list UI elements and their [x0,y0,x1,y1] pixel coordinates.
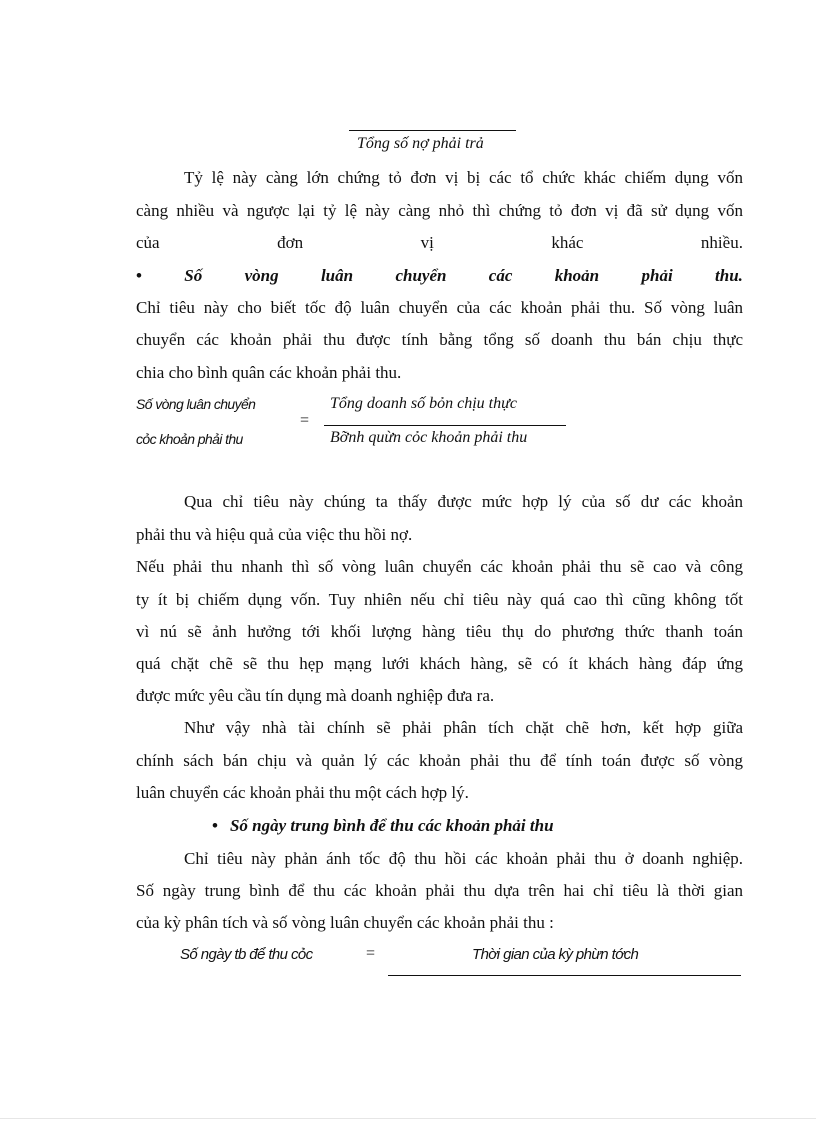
word: của [136,233,160,252]
para3-line2: phải thu và hiệu quả của việc thu hồi nợ. [136,525,413,544]
formula1-fraction-line [324,425,566,426]
formula1-lhs-line1: Số vòng luân chuyển [136,396,256,412]
para4-line5: được mức yêu cầu tín dụng mà doanh nghiệp đưa ra. [136,686,495,705]
word: đơn [277,233,304,252]
word: khác [551,233,584,252]
fraction-line-top [349,130,516,131]
para6-line1: Chỉ tiêu này phản ánh tốc độ thu hồi các khoản phải thu ở doanh nghiệp. [184,849,743,868]
bullet-icon: • [136,266,142,285]
formula1-equals: = [300,412,310,429]
para4-line3: vì nú sẽ ảnh hưởng tới khối lượng hàng tiêu thụ do phương thức thanh toán [136,622,743,641]
para5-line3: luân chuyển các khoản phải thu một cách hợp lý. [136,783,469,802]
word: luân [320,266,354,285]
page-divider [0,1118,816,1119]
para1-line1: Tỷ lệ này càng lớn chứng tỏ đơn vị bị các tổ chức khác chiếm dụng vốn [184,168,743,187]
para5-line1: Như vậy nhà tài chính sẽ phải phân tích chặt chẽ hơn, kết hợp giữa [184,718,743,737]
formula2-numerator: Thời gian của kỳ phừn tớch [472,946,639,963]
para1-line3 [136,232,743,254]
word: Số [184,266,203,285]
para4-line2: ty ít bị chiếm dụng vốn. Tuy nhiên nếu chỉ tiêu này quá cao thì cũng không tốt [136,590,743,609]
heading-so-ngay-trung-binh [212,816,554,836]
formula2-fraction-line [388,975,741,976]
word: nhiều. [700,233,743,252]
formula-top-denominator: Tổng số nợ phải trả [357,135,484,152]
formula2-lhs: Số ngày tb để thu cỏc [180,946,313,963]
word: khoản [554,266,600,285]
para5-line2: chính sách bán chịu và quản lý các khoản phải thu để tính toán được số vòng [136,751,743,770]
heading-so-vong-luan-chuyen [136,265,743,287]
bullet-icon: • [212,816,218,835]
formula1-lhs-line2: cỏc khoản phải thu [136,431,243,447]
para2-line1: Chỉ tiêu này cho biết tốc độ luân chuyển của các khoản phải thu. Số vòng luân [136,298,743,317]
heading2-text: Số ngày trung bình để thu các khoản phải thu [229,816,554,835]
para6-line3: của kỳ phân tích và số vòng luân chuyển các khoản phải thu : [136,913,554,932]
word: thu. [715,266,743,285]
word: các [488,266,513,285]
word: vị [420,233,434,252]
para1-line2: càng nhiều và ngược lại tỷ lệ này càng nhỏ thì chứng tỏ đơn vị đã sử dụng vốn [136,201,743,220]
para4-line1: Nếu phải thu nhanh thì số vòng luân chuyển các khoản phải thu sẽ cao và công [136,557,743,576]
formula1-numerator: Tổng doanh số bỏn chịu thực [330,395,517,412]
para4-line4: quá chặt chẽ sẽ thu hẹp mạng lưới khách hàng, sẽ có ít khách hàng đáp ứng [136,654,743,673]
word: phải [641,266,673,285]
para2-line2: chuyển các khoản phải thu được tính bằng tổng số doanh thu bán chịu thực [136,330,743,349]
formula1-denominator: Bỡnh quừn cỏc khoản phải thu [330,429,528,446]
word: vòng [244,266,279,285]
formula2-equals: = [366,945,376,962]
word: chuyển [395,266,447,285]
para3-line1: Qua chỉ tiêu này chúng ta thấy được mức hợp lý của số dư các khoản [184,492,743,511]
para2-line3: chia cho bình quân các khoản phải thu. [136,363,402,382]
para6-line2: Số ngày trung bình để thu các khoản phải thu dựa trên hai chỉ tiêu là thời gian [136,881,743,900]
